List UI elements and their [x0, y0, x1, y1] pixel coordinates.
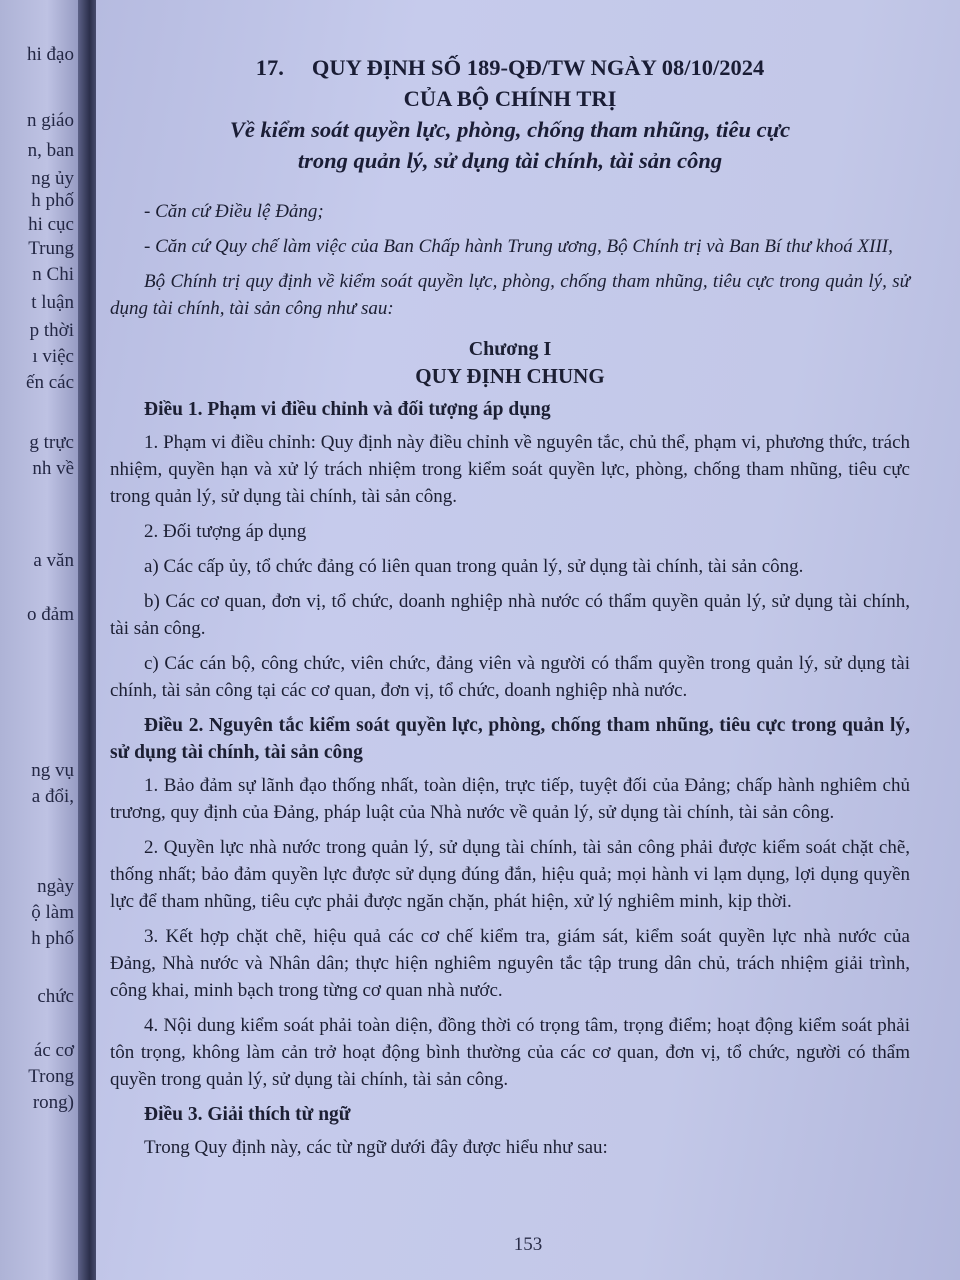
facing-page-text-fragment: hi cục — [28, 214, 74, 235]
facing-page-text-fragment: g trực — [29, 432, 74, 453]
facing-page-text-fragment: nh về — [32, 458, 74, 479]
article-2-clause: 4. Nội dung kiểm soát phải toàn diện, đồng thời có trọng tâm, trọng điểm; hoạt động kiểm soát phải tôn trọng, không làm cản trở hoạt động bình thường của các cơ quan, đơn vị, tổ chức, người có thẩm quyền trong quản lý, sử dụng tài chính, tài sản công. — [110, 1015, 910, 1090]
facing-page-text-fragment: a văn — [33, 550, 74, 571]
facing-page-text-fragment: ộ làm — [31, 902, 74, 923]
article-1-clause: a) Các cấp ủy, tổ chức đảng có liên quan trong quản lý, sử dụng tài chính, tài sản công. — [144, 556, 804, 577]
facing-page-text-fragment: hi đạo — [27, 44, 74, 65]
facing-page-text-fragment: n giáo — [27, 110, 74, 131]
title-line-1: QUY ĐỊNH SỐ 189-QĐ/TW NGÀY 08/10/2024 — [311, 55, 765, 80]
facing-page — [0, 0, 86, 1280]
page-content — [110, 52, 910, 1169]
document-page — [96, 0, 960, 1280]
facing-page-text-fragment: ng ủy — [31, 168, 74, 189]
basis-charter: - Căn cứ Điều lệ Đảng; — [144, 201, 324, 222]
article-1-clause: c) Các cán bộ, công chức, viên chức, đảng viên và người có thẩm quyền trong quản lý, sử dụng tài chính, tài sản công tại các cơ quan, đơn vị, tổ chức, doanh nghiệp nhà nước. — [110, 653, 910, 701]
subtitle-line-2: trong quản lý, sử dụng tài chính, tài sản công — [297, 148, 723, 173]
page-number: 153 — [513, 1234, 543, 1255]
basis-preamble: Bộ Chính trị quy định về kiểm soát quyền lực, phòng, chống tham nhũng, tiêu cực trong quản lý, sử dụng tài chính, tài sản công như sau: — [110, 271, 910, 319]
facing-page-text-fragment: t luận — [31, 292, 74, 313]
article-1-heading: Điều 1. Phạm vi điều chỉnh và đối tượng áp dụng — [144, 399, 551, 420]
title-line-2: CỦA BỘ CHÍNH TRỊ — [403, 86, 617, 111]
article-1-clause: b) Các cơ quan, đơn vị, tổ chức, doanh nghiệp nhà nước có thẩm quyền quản lý, sử dụng tài chính, tài sản công. — [110, 591, 910, 639]
facing-page-text-fragment: ác cơ — [33, 1040, 74, 1061]
facing-page-text-fragment: h phố — [31, 928, 74, 949]
document-title — [110, 52, 910, 83]
article-2-heading: Điều 2. Nguyên tắc kiểm soát quyền lực, phòng, chống tham nhũng, tiêu cực trong quản lý, sử dụng tài chính, tài sản công — [110, 715, 910, 763]
document-number: 17. — [255, 55, 284, 80]
facing-page-text-fragment: ngày — [37, 876, 74, 897]
facing-page-text-fragment: a đổi, — [31, 786, 74, 807]
chapter-title: QUY ĐỊNH CHUNG — [415, 364, 605, 388]
facing-page-text-fragment: p thời — [29, 320, 74, 341]
facing-page-text-fragment: ng vụ — [31, 760, 74, 781]
article-1-clause: 2. Đối tượng áp dụng — [144, 521, 307, 542]
article-2-clause: 2. Quyền lực nhà nước trong quản lý, sử dụng tài chính, tài sản công phải được kiểm soát chặt chẽ, thống nhất; bảo đảm quyền lực được sử dụng đúng đắn, hiệu quả; mọi hành vi lạm dụng, lợi dụng quyền lực để tham nhũng, tiêu cực phải được ngăn chặn, phát hiện, xử lý nghiêm minh, kịp thời. — [110, 837, 910, 912]
subtitle-line-1: Về kiểm soát quyền lực, phòng, chống tham nhũng, tiêu cực — [229, 117, 791, 142]
facing-page-text-fragment: chức — [37, 986, 74, 1007]
facing-page-text-fragment: n Chi — [32, 264, 74, 285]
facing-page-text-fragment: ı việc — [32, 346, 74, 367]
article-3-heading: Điều 3. Giải thích từ ngữ — [144, 1104, 351, 1125]
chapter-label: Chương I — [468, 338, 552, 360]
facing-page-text-fragment: Trong — [28, 1066, 74, 1087]
basis-working-rules: - Căn cứ Quy chế làm việc của Ban Chấp hành Trung ương, Bộ Chính trị và Ban Bí thư khoá XIII, — [144, 236, 893, 257]
facing-page-text-fragment: Trung — [28, 238, 74, 259]
article-3-clause: Trong Quy định này, các từ ngữ dưới đây được hiểu như sau: — [144, 1137, 608, 1158]
facing-page-text-fragment: o đảm — [27, 604, 74, 625]
article-2-clause: 3. Kết hợp chặt chẽ, hiệu quả các cơ chế kiểm tra, giám sát, kiểm soát quyền lực nhà nước của Đảng, Nhà nước và Nhân dân; thực hiện nghiêm nguyên tắc tập trung dân chủ, trách nhiệm giải trình, công khai, minh bạch trong từng cơ quan nhà nước. — [110, 926, 910, 1001]
article-1-clause: 1. Phạm vi điều chỉnh: Quy định này điều chỉnh về nguyên tắc, chủ thể, phạm vi, phương thức, trách nhiệm, quyền hạn và xử lý trách nhiệm trong kiểm soát quyền lực, phòng, chống tham nhũng, tiêu cực trong quản lý, sử dụng tài chính, tài sản công. — [110, 432, 910, 507]
facing-page-text-fragment: rong) — [32, 1092, 74, 1113]
facing-page-text-fragment: n, ban — [27, 140, 74, 161]
facing-page-text-fragment: h phố — [31, 190, 74, 211]
facing-page-text-fragment: ến các — [26, 372, 74, 393]
article-2-clause: 1. Bảo đảm sự lãnh đạo thống nhất, toàn diện, trực tiếp, tuyệt đối của Đảng; chấp hành nghiêm chủ trương, quy định của Đảng, pháp luật của Nhà nước về quản lý, sử dụng tài chính, tài sản công. — [110, 775, 910, 823]
